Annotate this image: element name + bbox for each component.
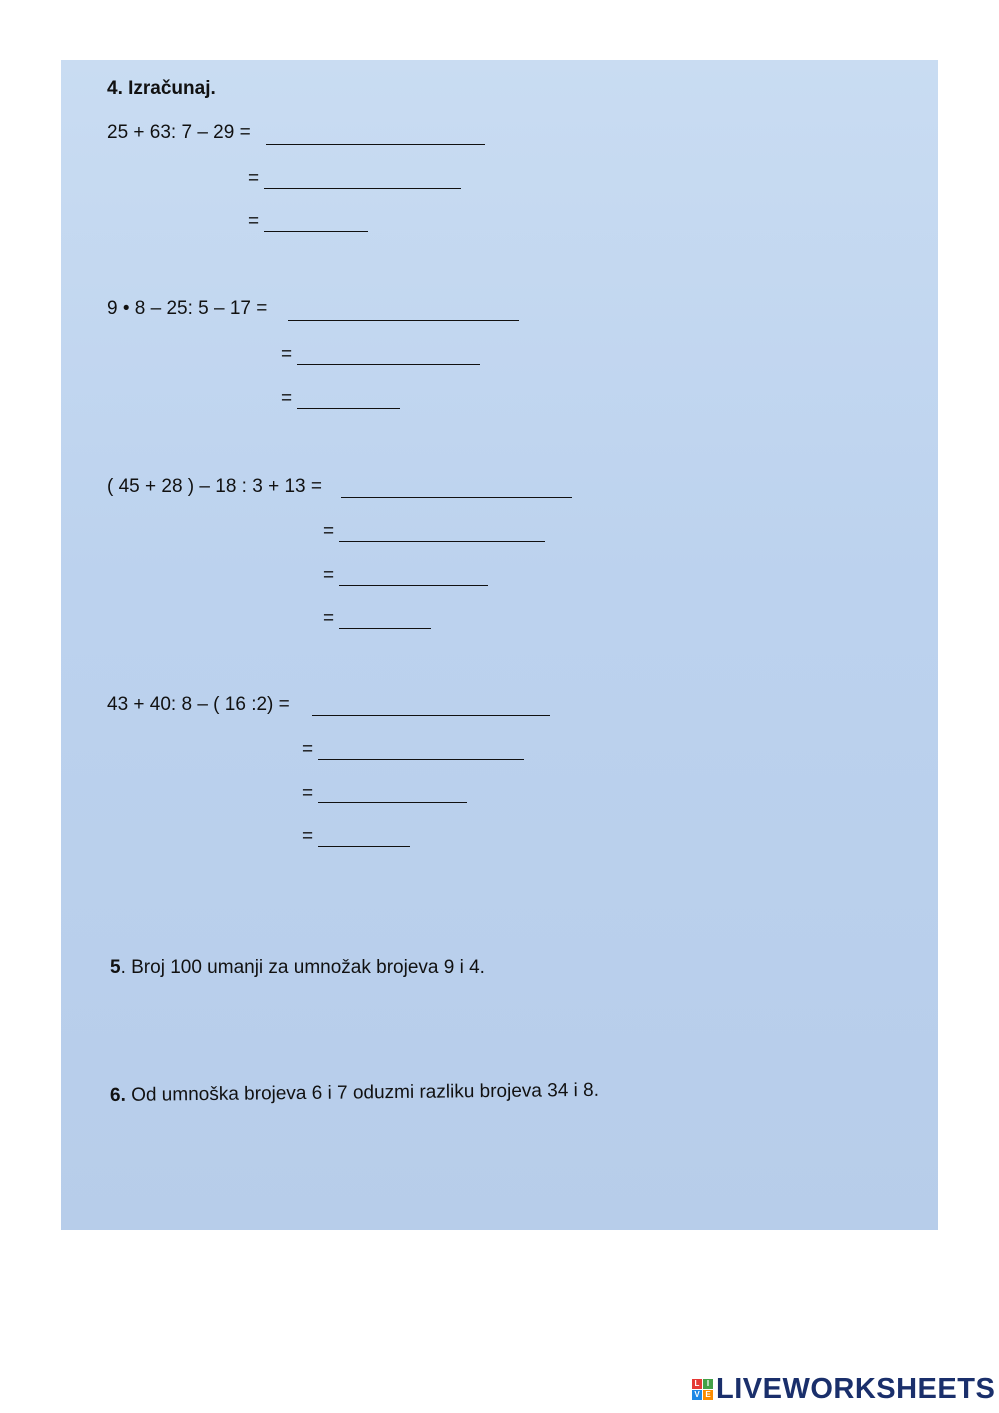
problem1-answer-3[interactable]	[264, 211, 368, 232]
liveworksheets-logo	[692, 1374, 995, 1404]
task5-text	[110, 957, 485, 979]
problem2-expression: 9 • 8 – 25: 5 – 17 =	[107, 298, 268, 319]
problem1-answer-1[interactable]	[266, 124, 485, 145]
logo-tile-l: L	[692, 1379, 702, 1389]
problem1-answer-2[interactable]	[264, 168, 461, 189]
problem2-answer-3[interactable]	[297, 388, 400, 409]
problem1-expression: 25 + 63: 7 – 29 =	[107, 122, 251, 143]
problem2-answer-1[interactable]	[288, 300, 519, 321]
problem4-answer-1[interactable]	[312, 695, 550, 716]
logo-text: LIVEWORKSHEETS	[716, 1372, 996, 1405]
task4-title: 4. Izračunaj.	[107, 78, 216, 99]
problem3-answer-1[interactable]	[341, 477, 572, 498]
problem3-answer-4[interactable]	[339, 608, 431, 629]
problem3-equals-4: =	[323, 608, 335, 629]
problem3-answer-2[interactable]	[339, 521, 545, 542]
logo-tile-e: E	[703, 1390, 713, 1400]
problem2-equals-3: =	[281, 388, 293, 409]
problem2-equals-2: =	[281, 344, 293, 365]
problem3-answer-3[interactable]	[339, 565, 488, 586]
problem4-equals-2: =	[302, 739, 314, 760]
problem3-equals-3: =	[323, 565, 335, 586]
problem3-expression: ( 45 + 28 ) – 18 : 3 + 13 =	[107, 476, 322, 497]
task5-number: 5	[110, 957, 121, 978]
worksheet-page	[61, 60, 938, 1230]
problem1-equals-2: =	[248, 168, 260, 189]
logo-tile-i: I	[703, 1379, 713, 1389]
task5-body: . Broj 100 umanji za umnožak brojeva 9 i 4.	[120, 957, 485, 978]
problem2-answer-2[interactable]	[297, 344, 480, 365]
task6-number: 6.	[109, 1084, 126, 1106]
task6-body: Od umnoška brojeva 6 i 7 oduzmi razliku brojeva 34 i 8.	[125, 1079, 600, 1106]
problem4-answer-3[interactable]	[318, 782, 467, 803]
problem4-answer-4[interactable]	[318, 826, 410, 847]
logo-tiles-icon	[692, 1379, 713, 1400]
problem3-equals-2: =	[323, 521, 335, 542]
problem1-equals-3: =	[248, 211, 260, 232]
logo-tile-v: V	[692, 1390, 702, 1400]
problem4-equals-3: =	[302, 783, 314, 804]
problem4-equals-4: =	[302, 826, 314, 847]
problem4-answer-2[interactable]	[318, 739, 524, 760]
problem4-expression: 43 + 40: 8 – ( 16 :2) =	[107, 694, 290, 715]
